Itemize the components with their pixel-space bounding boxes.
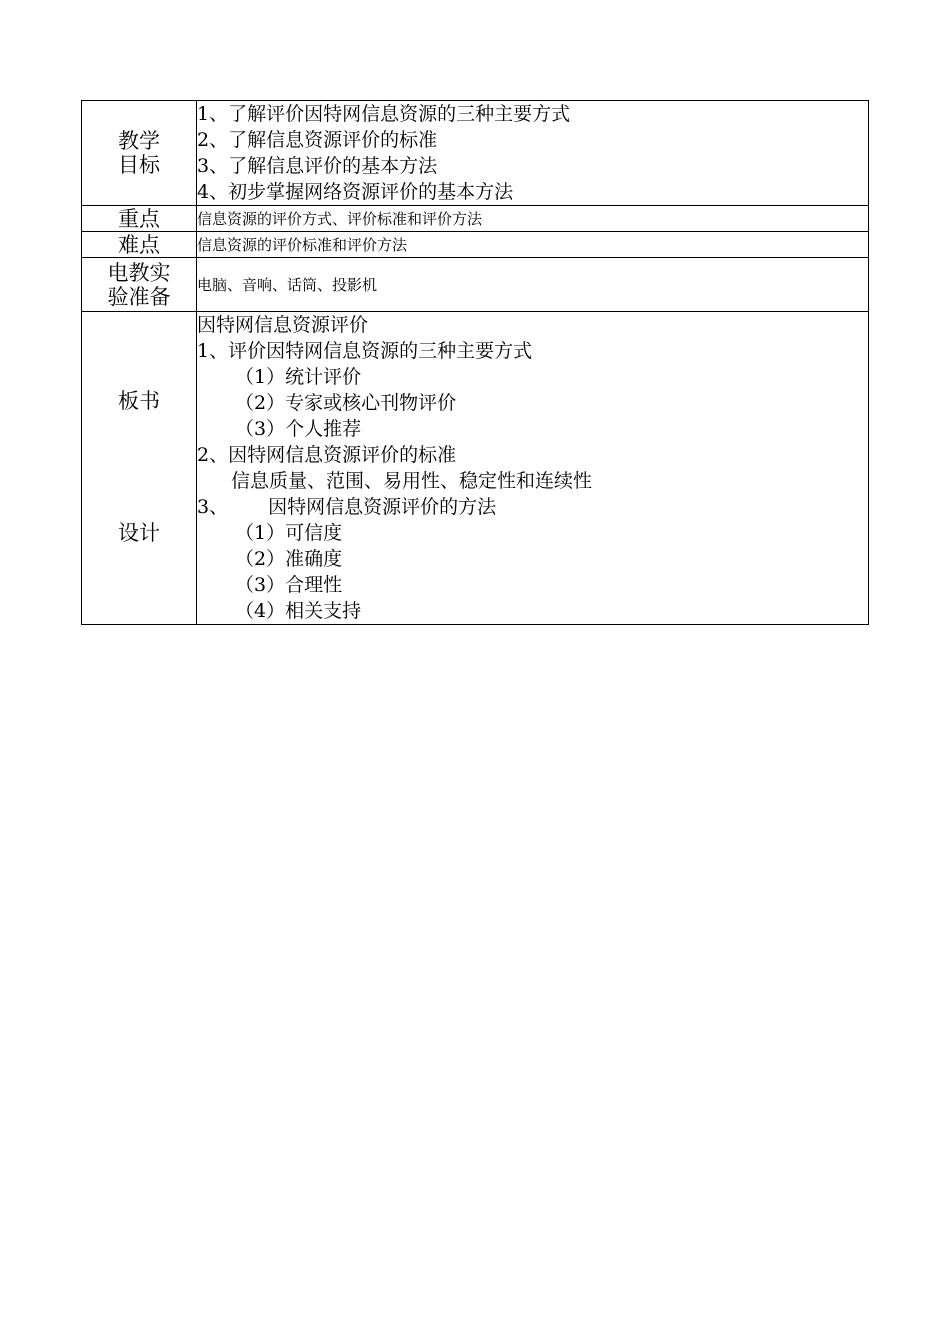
objectives-row (82, 101, 869, 206)
board-design-label-cell (82, 312, 197, 625)
equipment-row (82, 258, 869, 312)
equipment-label-cell (82, 258, 197, 312)
board-section-3-number: 3、 (197, 496, 229, 518)
board-section-3-item: （1）可信度 (235, 522, 343, 544)
objective-item: 2、了解信息资源评价的标准 (197, 129, 438, 151)
key-points-label: 重点 (82, 206, 197, 232)
equipment-label-line2: 验准备 (107, 284, 171, 309)
board-section-3 (197, 494, 868, 520)
board-title: 因特网信息资源评价 (197, 314, 369, 336)
objective-item: 1、了解评价因特网信息资源的三种主要方式 (197, 103, 571, 125)
board-section-2: 2、因特网信息资源评价的标准 (197, 444, 457, 466)
equipment-text: 电脑、音响、话筒、投影机 (197, 258, 869, 312)
board-section-2-detail: 信息质量、范围、易用性、稳定性和连续性 (231, 470, 593, 492)
board-section-3-item: （3）合理性 (235, 574, 343, 596)
difficulties-label: 难点 (82, 232, 197, 258)
board-label-bottom: 设计 (118, 521, 160, 545)
lesson-plan-table (81, 100, 869, 625)
difficulties-text: 信息资源的评价标准和评价方法 (197, 232, 869, 258)
objectives-content-cell (197, 101, 869, 206)
board-section-1-item: （3）个人推荐 (235, 418, 362, 440)
objective-item: 4、初步掌握网络资源评价的基本方法 (197, 181, 514, 203)
objectives-label-line1: 教学 (118, 129, 160, 153)
board-section-1: 1、评价因特网信息资源的三种主要方式 (197, 340, 533, 362)
key-points-text: 信息资源的评价方式、评价标准和评价方法 (197, 206, 869, 232)
board-section-3-item: （2）准确度 (235, 548, 343, 570)
board-section-1-item: （2）专家或核心刊物评价 (235, 392, 457, 414)
board-label-top: 板书 (118, 389, 160, 413)
board-section-1-item: （1）统计评价 (235, 366, 362, 388)
objectives-label-cell (82, 101, 197, 206)
equipment-label-line1: 电教实 (107, 260, 171, 285)
board-design-content-cell (197, 312, 869, 625)
key-points-row (82, 206, 869, 232)
board-section-3-text: 因特网信息资源评价的方法 (268, 496, 497, 518)
difficulties-row (82, 232, 869, 258)
objective-item: 3、了解信息评价的基本方法 (197, 155, 438, 177)
board-design-row (82, 312, 869, 625)
objectives-label-line2: 目标 (118, 153, 160, 177)
board-section-3-item: （4）相关支持 (235, 600, 362, 622)
